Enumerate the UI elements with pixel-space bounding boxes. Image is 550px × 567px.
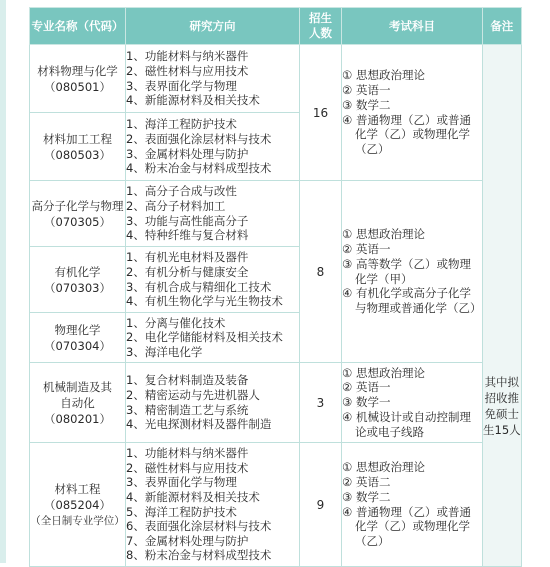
direction-item: 3、表界面化学与物理 bbox=[126, 475, 237, 490]
exam-item: ② 英语一 bbox=[342, 241, 391, 256]
exam-item: ③ 数学二 bbox=[342, 97, 391, 112]
major-code: （070305） bbox=[44, 214, 111, 229]
major-cell bbox=[30, 313, 126, 363]
major-cell bbox=[30, 363, 126, 443]
exam-cell bbox=[342, 363, 483, 443]
header-major: 专业名称（代码） bbox=[30, 8, 126, 45]
major-cell bbox=[30, 113, 126, 181]
direction-cell bbox=[126, 363, 300, 443]
direction-item: 3、有机合成与精细化工技术 bbox=[126, 279, 272, 294]
exam-item: ④ 机械设计或自动控制理论或电子线路 bbox=[342, 409, 471, 439]
exam-item: ② 英语一 bbox=[342, 82, 391, 97]
exam-cell bbox=[342, 45, 483, 181]
direction-item: 4、新能源材料及相关技术 bbox=[126, 93, 260, 108]
enroll-count: 9 bbox=[300, 443, 342, 567]
header-note: 备注 bbox=[483, 8, 522, 45]
direction-item: 1、功能材料与纳米器件 bbox=[126, 446, 249, 461]
major-name: 物理化学 bbox=[54, 322, 101, 337]
note-line: 招收推 bbox=[484, 390, 520, 405]
enroll-count: 16 bbox=[300, 45, 342, 181]
direction-cell bbox=[126, 443, 300, 567]
direction-cell bbox=[126, 181, 300, 247]
major-name: 自动化 bbox=[60, 395, 95, 410]
direction-item: 3、海洋电化学 bbox=[126, 344, 203, 359]
exam-item: ① 思想政治理论 bbox=[342, 460, 425, 475]
major-code: （080503） bbox=[44, 147, 111, 162]
direction-item: 1、复合材料制造及装备 bbox=[126, 373, 249, 388]
direction-item: 2、有机分析与健康安全 bbox=[126, 264, 249, 279]
direction-item: 4、有机生物化学与光生物技术 bbox=[126, 294, 283, 309]
exam-item: ③ 数学一 bbox=[342, 395, 391, 410]
major-cell bbox=[30, 443, 126, 567]
direction-item: 3、金属材料处理与防护 bbox=[126, 146, 249, 161]
major-name: 机械制造及其 bbox=[43, 379, 112, 394]
direction-item: 8、粉末冶金与材料成型技术 bbox=[126, 548, 272, 563]
direction-item: 4、新能源材料及相关技术 bbox=[126, 489, 260, 504]
exam-item: ② 英语二 bbox=[342, 474, 391, 489]
direction-item: 2、表面强化涂层材料与技术 bbox=[126, 131, 272, 146]
exam-item: ③ 高等数学（乙）或物理化学（甲） bbox=[342, 256, 471, 286]
header-enroll bbox=[300, 8, 342, 45]
direction-item: 2、高分子材料加工 bbox=[126, 198, 226, 213]
direction-item: 1、海洋工程防护技术 bbox=[126, 117, 237, 132]
direction-item: 3、精密制造工艺与系统 bbox=[126, 402, 249, 417]
direction-item: 6、表面强化涂层材料与技术 bbox=[126, 519, 272, 534]
exam-item: ③ 数学二 bbox=[342, 489, 391, 504]
direction-item: 1、功能材料与纳米器件 bbox=[126, 49, 249, 64]
major-code: （080201） bbox=[44, 411, 111, 426]
major-code: （080501） bbox=[44, 79, 111, 94]
major-cell bbox=[30, 45, 126, 113]
major-cell bbox=[30, 247, 126, 313]
note-line: 生15人 bbox=[483, 422, 521, 437]
exam-item: ① 思想政治理论 bbox=[342, 365, 425, 380]
direction-item: 2、精密运动与先进机器人 bbox=[126, 387, 260, 402]
direction-item: 1、高分子合成与改性 bbox=[126, 184, 237, 199]
header-direction: 研究方向 bbox=[126, 8, 300, 45]
table-row bbox=[30, 443, 522, 567]
direction-cell bbox=[126, 113, 300, 181]
direction-cell bbox=[126, 45, 300, 113]
direction-item: 1、有机光电材料及器件 bbox=[126, 250, 249, 265]
enroll-count: 3 bbox=[300, 363, 342, 443]
exam-item: ① 思想政治理论 bbox=[342, 227, 425, 242]
header-row bbox=[30, 8, 522, 45]
major-cell bbox=[30, 181, 126, 247]
major-name: 材料加工工程 bbox=[43, 131, 112, 146]
exam-item: ① 思想政治理论 bbox=[342, 68, 425, 83]
major-degree-type: （全日制专业学位） bbox=[30, 514, 125, 527]
direction-cell bbox=[126, 313, 300, 363]
exam-cell bbox=[342, 443, 483, 567]
major-name: 高分子化学与物理 bbox=[31, 198, 124, 213]
direction-item: 2、电化学储能材料及相关技术 bbox=[126, 330, 283, 345]
direction-item: 5、海洋工程防护技术 bbox=[126, 504, 237, 519]
header-enroll-line: 人数 bbox=[309, 26, 332, 40]
direction-item: 4、特种纤维与复合材料 bbox=[126, 228, 249, 243]
note-cell bbox=[483, 45, 522, 567]
direction-item: 4、粉末冶金与材料成型技术 bbox=[126, 161, 272, 176]
major-code: （070303） bbox=[44, 280, 111, 295]
table-row bbox=[30, 181, 522, 247]
exam-item: ② 英语一 bbox=[342, 380, 391, 395]
direction-item: 4、光电探测材料及器件制造 bbox=[126, 417, 272, 432]
direction-item: 2、磁性材料与应用技术 bbox=[126, 460, 249, 475]
direction-cell bbox=[126, 247, 300, 313]
exam-item: ④ 有机化学或高分子化学与物理或普通化学（乙） bbox=[342, 286, 482, 316]
direction-item: 3、功能与高性能高分子 bbox=[126, 213, 249, 228]
exam-item: ④ 普通物理（乙）或普通化学（乙）或物理化学（乙） bbox=[342, 112, 471, 157]
exam-cell bbox=[342, 181, 483, 363]
note-line: 其中拟 bbox=[484, 374, 520, 389]
major-name: 材料工程 bbox=[54, 481, 101, 496]
header-enroll-line: 招生 bbox=[309, 11, 332, 25]
major-code: （085204） bbox=[44, 497, 111, 512]
exam-item: ④ 普通物理（乙）或普通化学（乙）或物理化学（乙） bbox=[342, 504, 471, 549]
left-margin-bar bbox=[0, 0, 6, 563]
direction-item: 1、分离与催化技术 bbox=[126, 315, 226, 330]
major-name: 材料物理与化学 bbox=[37, 63, 118, 78]
note-line: 免硕士 bbox=[484, 406, 520, 421]
admissions-table bbox=[29, 7, 522, 567]
table-row bbox=[30, 363, 522, 443]
direction-item: 3、表界面化学与物理 bbox=[126, 78, 237, 93]
header-exam: 考试科目 bbox=[342, 8, 483, 45]
direction-item: 2、磁性材料与应用技术 bbox=[126, 63, 249, 78]
major-name: 有机化学 bbox=[54, 264, 101, 279]
enroll-count: 8 bbox=[300, 181, 342, 363]
major-code: （070304） bbox=[44, 338, 111, 353]
direction-item: 7、金属材料处理与防护 bbox=[126, 533, 249, 548]
table-row bbox=[30, 45, 522, 113]
